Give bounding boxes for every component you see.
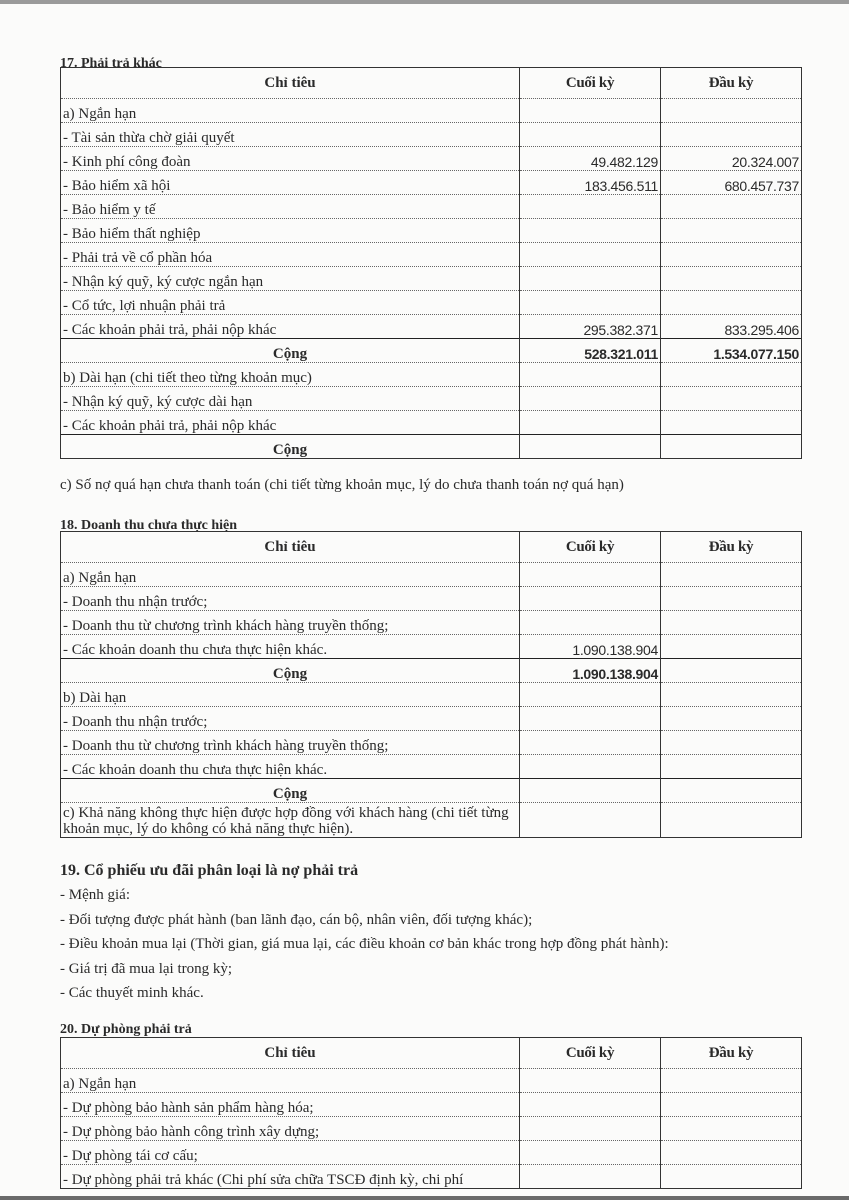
row-end-value: 1.090.138.904 bbox=[520, 659, 661, 683]
table-row bbox=[61, 707, 802, 731]
section-19-title: 19. Cổ phiếu ưu đãi phân loại là nợ phải trả bbox=[60, 862, 359, 879]
row-label: - Các khoản doanh thu chưa thực hiện khác. bbox=[61, 635, 520, 659]
row-begin-value bbox=[661, 779, 802, 803]
table-header-row bbox=[61, 68, 802, 99]
row-end-value bbox=[520, 243, 661, 267]
row-end-value bbox=[520, 611, 661, 635]
row-end-value bbox=[520, 291, 661, 315]
table-row bbox=[61, 1069, 802, 1093]
row-end-value bbox=[520, 707, 661, 731]
row-label: b) Dài hạn (chi tiết theo từng khoản mục) bbox=[61, 363, 520, 387]
table-row bbox=[61, 731, 802, 755]
row-end-value bbox=[520, 123, 661, 147]
table-row bbox=[61, 587, 802, 611]
row-begin-value bbox=[661, 1165, 802, 1189]
row-end-value bbox=[520, 1093, 661, 1117]
list-item: - Các thuyết minh khác. bbox=[60, 985, 204, 1001]
row-begin-value: 833.295.406 bbox=[661, 315, 802, 339]
table-row bbox=[61, 171, 802, 195]
total-row bbox=[61, 659, 802, 683]
row-begin-value bbox=[661, 267, 802, 291]
row-label: - Bảo hiểm thất nghiệp bbox=[61, 219, 520, 243]
row-label: - Các khoản phải trả, phải nộp khác bbox=[61, 411, 520, 435]
row-label: a) Ngắn hạn bbox=[61, 1069, 520, 1093]
row-begin-value bbox=[661, 99, 802, 123]
row-label: c) Khả năng không thực hiện được hợp đồng với khách hàng (chi tiết từng khoản mục, lý do không có khả năng thực hiện). bbox=[61, 803, 520, 838]
row-label: - Dự phòng bảo hành sản phẩm hàng hóa; bbox=[61, 1093, 520, 1117]
row-begin-value bbox=[661, 587, 802, 611]
table-row bbox=[61, 99, 802, 123]
row-begin-value bbox=[661, 243, 802, 267]
row-begin-value bbox=[661, 219, 802, 243]
table-row bbox=[61, 219, 802, 243]
row-end-value: 49.482.129 bbox=[520, 147, 661, 171]
column-header-begin: Đầu kỳ bbox=[661, 532, 802, 563]
row-begin-value bbox=[661, 363, 802, 387]
row-label: - Doanh thu nhận trước; bbox=[61, 587, 520, 611]
row-end-value bbox=[520, 683, 661, 707]
table-row bbox=[61, 411, 802, 435]
row-end-value bbox=[520, 563, 661, 587]
row-begin-value bbox=[661, 659, 802, 683]
row-begin-value bbox=[661, 1093, 802, 1117]
row-begin-value bbox=[661, 611, 802, 635]
row-label: - Nhận ký quỹ, ký cược ngắn hạn bbox=[61, 267, 520, 291]
row-begin-value bbox=[661, 435, 802, 459]
row-label: - Dự phòng bảo hành công trình xây dựng; bbox=[61, 1117, 520, 1141]
row-begin-value bbox=[661, 683, 802, 707]
row-label: a) Ngắn hạn bbox=[61, 99, 520, 123]
row-end-value bbox=[520, 435, 661, 459]
row-label: - Bảo hiểm y tế bbox=[61, 195, 520, 219]
row-end-value: 295.382.371 bbox=[520, 315, 661, 339]
table-row bbox=[61, 755, 802, 779]
table-row bbox=[61, 1093, 802, 1117]
row-end-value bbox=[520, 387, 661, 411]
row-label: - Bảo hiểm xã hội bbox=[61, 171, 520, 195]
row-label: Cộng bbox=[61, 339, 520, 363]
row-label: - Phải trả về cổ phần hóa bbox=[61, 243, 520, 267]
table-row bbox=[61, 635, 802, 659]
table-row bbox=[61, 291, 802, 315]
row-begin-value bbox=[661, 755, 802, 779]
row-begin-value bbox=[661, 563, 802, 587]
row-begin-value bbox=[661, 195, 802, 219]
table-row bbox=[61, 195, 802, 219]
column-header-begin: Đầu kỳ bbox=[661, 68, 802, 99]
row-label: Cộng bbox=[61, 435, 520, 459]
table-header-row bbox=[61, 532, 802, 563]
row-label: - Doanh thu từ chương trình khách hàng truyền thống; bbox=[61, 731, 520, 755]
table-row bbox=[61, 1141, 802, 1165]
table-row bbox=[61, 1117, 802, 1141]
table-row bbox=[61, 563, 802, 587]
section-17-title: 17. Phải trả khác bbox=[60, 56, 162, 71]
row-end-value bbox=[520, 1165, 661, 1189]
list-item: - Giá trị đã mua lại trong kỳ; bbox=[60, 961, 233, 977]
column-header-end: Cuối kỳ bbox=[520, 1038, 661, 1069]
table-row bbox=[61, 1165, 802, 1189]
row-label: - Các khoản phải trả, phải nộp khác bbox=[61, 315, 520, 339]
table-row bbox=[61, 363, 802, 387]
column-header-item: Chỉ tiêu bbox=[61, 532, 520, 563]
table-row bbox=[61, 243, 802, 267]
row-end-value bbox=[520, 99, 661, 123]
column-header-begin: Đầu kỳ bbox=[661, 1038, 802, 1069]
list-item: - Mệnh giá: bbox=[60, 887, 130, 903]
row-end-value bbox=[520, 803, 661, 838]
table-row bbox=[61, 147, 802, 171]
row-end-value bbox=[520, 219, 661, 243]
row-end-value: 1.090.138.904 bbox=[520, 635, 661, 659]
row-begin-value bbox=[661, 291, 802, 315]
row-end-value bbox=[520, 1117, 661, 1141]
row-begin-value bbox=[661, 387, 802, 411]
total-row bbox=[61, 779, 802, 803]
table-row bbox=[61, 123, 802, 147]
row-end-value bbox=[520, 587, 661, 611]
list-item: - Đối tượng được phát hành (ban lãnh đạo, cán bộ, nhân viên, đối tượng khác); bbox=[60, 912, 533, 928]
row-end-value bbox=[520, 755, 661, 779]
row-begin-value bbox=[661, 731, 802, 755]
section-17-note: c) Số nợ quá hạn chưa thanh toán (chi tiết từng khoản mục, lý do chưa thanh toán nợ quá hạn) bbox=[60, 477, 624, 493]
row-begin-value bbox=[661, 1069, 802, 1093]
scan-edge-top bbox=[0, 0, 849, 4]
row-end-value: 183.456.511 bbox=[520, 171, 661, 195]
column-header-end: Cuối kỳ bbox=[520, 68, 661, 99]
row-label: - Dự phòng tái cơ cấu; bbox=[61, 1141, 520, 1165]
row-label: - Nhận ký quỹ, ký cược dài hạn bbox=[61, 387, 520, 411]
column-header-item: Chỉ tiêu bbox=[61, 68, 520, 99]
row-begin-value: 20.324.007 bbox=[661, 147, 802, 171]
section-18-title: 18. Doanh thu chưa thực hiện bbox=[60, 518, 238, 533]
table-17 bbox=[60, 67, 802, 459]
row-label: Cộng bbox=[61, 779, 520, 803]
table-row bbox=[61, 387, 802, 411]
row-label: - Cổ tức, lợi nhuận phải trả bbox=[61, 291, 520, 315]
list-item: - Điều khoản mua lại (Thời gian, giá mua lại, các điều khoản cơ bản khác trong hợp đồng phát hành): bbox=[60, 936, 669, 952]
table-row bbox=[61, 611, 802, 635]
table-20 bbox=[60, 1037, 802, 1189]
row-begin-value: 680.457.737 bbox=[661, 171, 802, 195]
section-20-title: 20. Dự phòng phải trả bbox=[60, 1022, 192, 1037]
row-label: b) Dài hạn bbox=[61, 683, 520, 707]
column-header-end: Cuối kỳ bbox=[520, 532, 661, 563]
row-end-value: 528.321.011 bbox=[520, 339, 661, 363]
scan-edge-bottom bbox=[0, 1196, 849, 1200]
row-end-value bbox=[520, 731, 661, 755]
row-label: - Doanh thu từ chương trình khách hàng truyền thống; bbox=[61, 611, 520, 635]
table-row bbox=[61, 267, 802, 291]
total-row bbox=[61, 339, 802, 363]
row-end-value bbox=[520, 267, 661, 291]
row-label: a) Ngắn hạn bbox=[61, 563, 520, 587]
row-label: - Tài sản thừa chờ giải quyết bbox=[61, 123, 520, 147]
row-begin-value bbox=[661, 123, 802, 147]
row-begin-value bbox=[661, 803, 802, 838]
row-begin-value bbox=[661, 1117, 802, 1141]
row-label: - Kinh phí công đoàn bbox=[61, 147, 520, 171]
row-begin-value bbox=[661, 707, 802, 731]
row-begin-value bbox=[661, 1141, 802, 1165]
row-begin-value bbox=[661, 635, 802, 659]
row-end-value bbox=[520, 779, 661, 803]
table-row bbox=[61, 315, 802, 339]
row-label: Cộng bbox=[61, 659, 520, 683]
row-label: - Doanh thu nhận trước; bbox=[61, 707, 520, 731]
table-18 bbox=[60, 531, 802, 838]
table-header-row bbox=[61, 1038, 802, 1069]
row-begin-value bbox=[661, 411, 802, 435]
total-row bbox=[61, 435, 802, 459]
row-label: - Các khoản doanh thu chưa thực hiện khác. bbox=[61, 755, 520, 779]
row-begin-value: 1.534.077.150 bbox=[661, 339, 802, 363]
table-row bbox=[61, 683, 802, 707]
table-row bbox=[61, 803, 802, 838]
column-header-item: Chỉ tiêu bbox=[61, 1038, 520, 1069]
row-end-value bbox=[520, 411, 661, 435]
row-end-value bbox=[520, 363, 661, 387]
row-end-value bbox=[520, 1069, 661, 1093]
row-end-value bbox=[520, 195, 661, 219]
row-end-value bbox=[520, 1141, 661, 1165]
row-label: - Dự phòng phải trả khác (Chi phí sửa chữa TSCĐ định kỳ, chi phí bbox=[61, 1165, 520, 1189]
